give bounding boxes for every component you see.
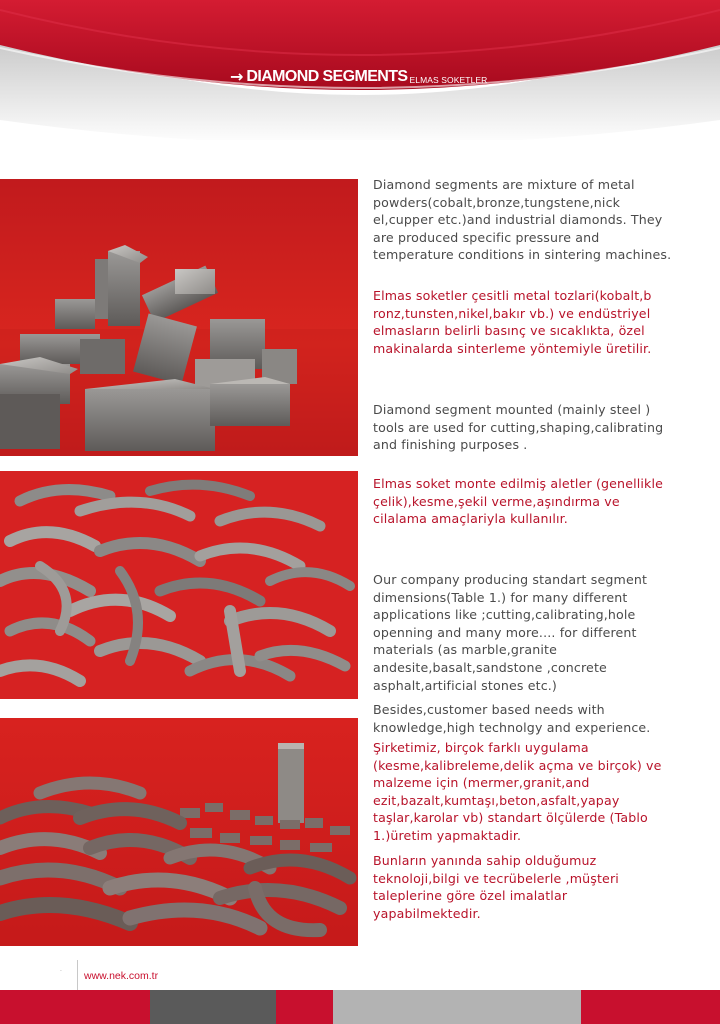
custom-paragraph-en: Besides,customer based needs with knowledge,high technolgy and experience. — [373, 702, 651, 735]
page-mark: · — [60, 968, 62, 975]
custom-paragraph-tr: Bunların yanında sahip olduğumuz teknoloji,bilgi ve tecrübelerle ,müşteri taleplerine göre özel imalatlar yapabilmektedir. — [373, 853, 619, 921]
footer-bar-red-3 — [581, 990, 720, 1024]
intro-paragraph-en: Diamond segments are mixture of metal powders(cobalt,bronze,tungstene,nick el,cupper etc.)and industrial diamonds. They are produced specific pressure and temperature conditions in sintering machines. — [373, 177, 672, 263]
curved-segments-photo — [0, 471, 358, 699]
website-link[interactable]: www.nek.com.tr — [84, 970, 159, 982]
title-main: DIAMOND SEGMENTS — [246, 68, 408, 85]
segments-pile-photo — [0, 718, 358, 946]
footer-bar-red-2 — [276, 990, 333, 1024]
footer-bar-light-gray — [333, 990, 581, 1024]
footer-bar-red-1 — [0, 990, 150, 1024]
production-paragraph-en: Our company producing standart segment dimensions(Table 1.) for many different applications like ;cutting,calibrating,hole openning and many more.... for different materials (as marble,granite andesite,basalt,sandstone ,concrete asphalt,artificial stones etc.) — [373, 572, 648, 693]
production-paragraph-tr: Şirketimiz, birçok farklı uygulama (kesme,kalibreleme,delik açma ve birçok) ve malzeme için (mermer,granit,and ezit,bazalt,kumtaşı,beton,asfalt,yapay taşlar,karolar vb) standart ölçülerde (Tablo 1.)üretim yapmaktadir. — [373, 740, 662, 843]
footer-bar-dark-gray — [150, 990, 276, 1024]
arrow-right-icon: → — [230, 67, 244, 86]
intro-paragraph-tr: Elmas soketler çesitli metal tozlari(kobalt,b ronz,tunsten,nikel,bakır vb.) ve endüstriyel elmasların belirli basınç ve sıcaklıkta, özel makinalarda sinterleme yöntemiyle üretilir. — [373, 288, 652, 356]
footer-divider — [77, 960, 78, 990]
usage-paragraph-en: Diamond segment mounted (mainly steel ) tools are used for cutting,shaping,calibrating and finishing purposes . — [373, 402, 664, 453]
page-title — [230, 64, 487, 86]
usage-paragraph-tr: Elmas soket monte edilmiş aletler (genellikle çelik),kesme,şekil verme,aşındırma ve cilalama amaçlariyla kullanılır. — [373, 476, 664, 527]
segments-stack-photo — [0, 179, 358, 456]
title-sub: ELMAS SOKETLER — [409, 75, 488, 85]
